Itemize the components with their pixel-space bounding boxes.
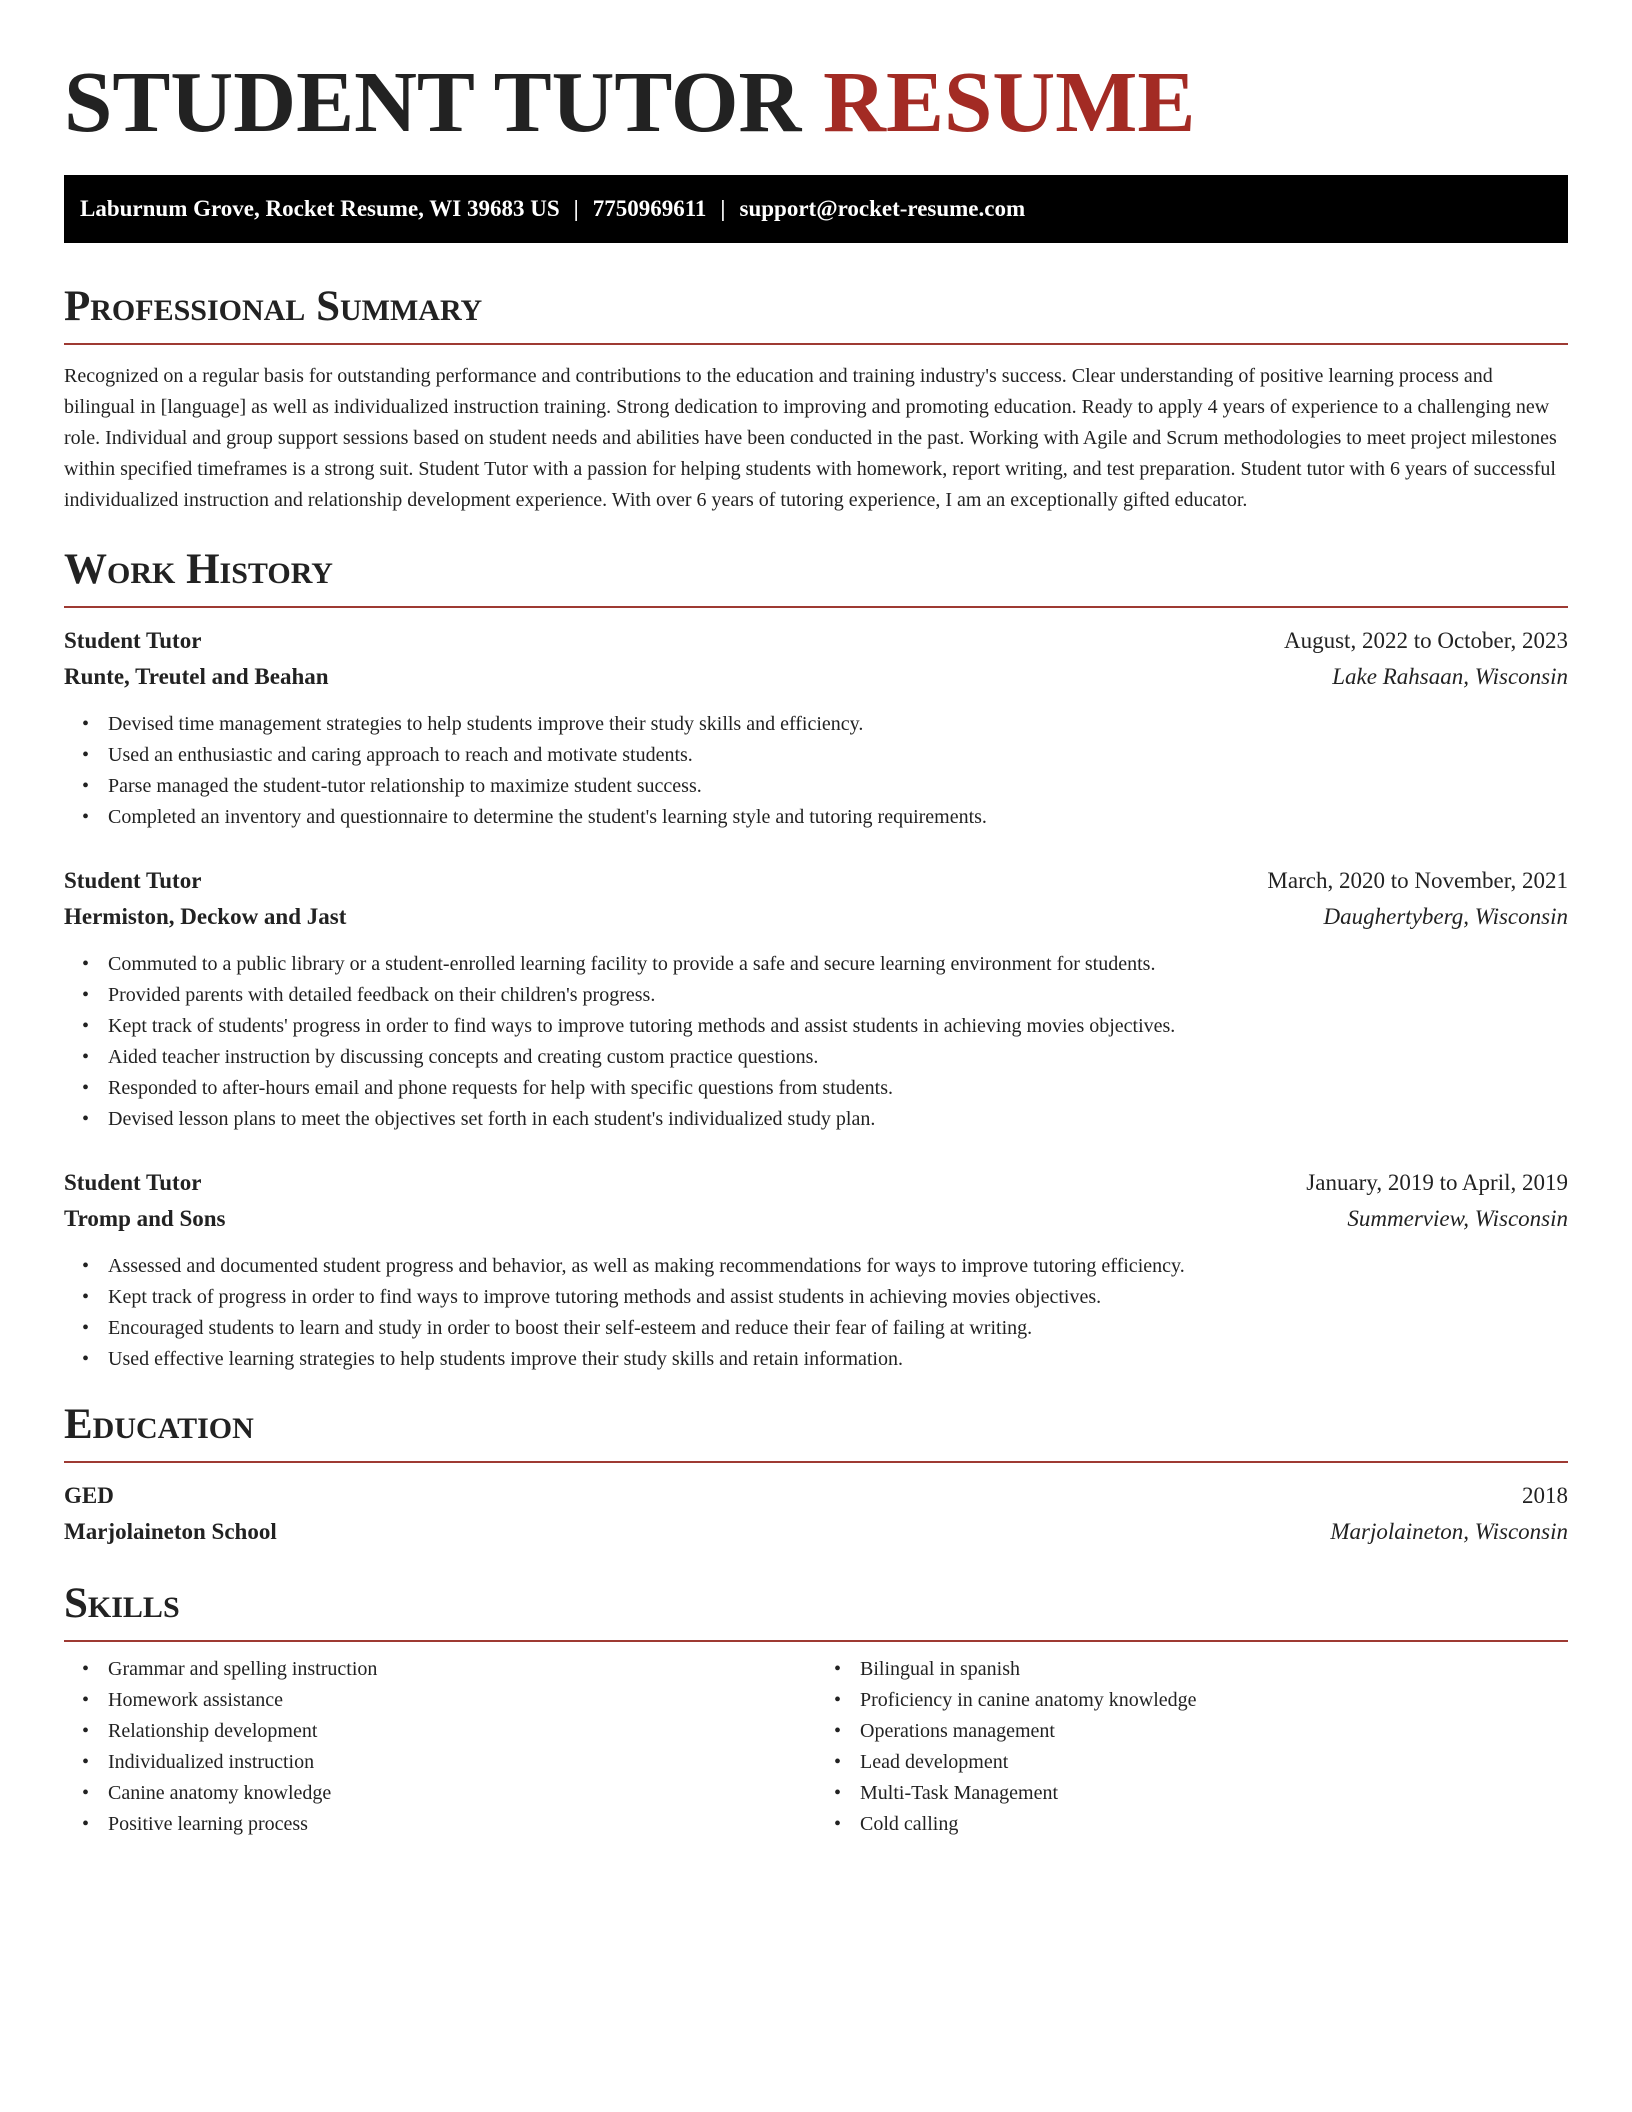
education-entry — [64, 1478, 1568, 1550]
section-title-education: Education — [64, 1401, 254, 1448]
list-item: • Used an enthusiastic and caring approach to reach and motivate students. — [108, 740, 1568, 771]
skills-list-right — [816, 1654, 1568, 1840]
skills-section — [64, 1578, 1568, 1840]
section-divider — [64, 606, 1568, 608]
education-degree: GED — [64, 1483, 114, 1508]
list-item: • Aided teacher instruction by discussing concepts and creating custom practice questions. — [108, 1042, 1568, 1073]
resume-title-accent: RESUME — [823, 53, 1196, 150]
list-item: • Kept track of progress in order to find ways to improve tutoring methods and assist students in achieving movies objectives. — [108, 1282, 1568, 1313]
list-item: • Commuted to a public library or a student-enrolled learning facility to provide a safe and secure learning environment for students. — [108, 949, 1568, 980]
list-item: • Kept track of students' progress in order to find ways to improve tutoring methods and assist students in achieving movies objectives. — [108, 1011, 1568, 1042]
skill-item: • Proficiency in canine anatomy knowledge — [860, 1685, 1568, 1716]
job-entry — [64, 863, 1568, 1135]
contact-email[interactable]: support@rocket-resume.com — [739, 196, 1026, 221]
list-item: • Completed an inventory and questionnaire to determine the student's learning style and tutoring requirements. — [108, 802, 1568, 833]
list-item: • Responded to after-hours email and phone requests for help with specific questions from students. — [108, 1073, 1568, 1104]
job-company-row — [64, 1201, 1568, 1237]
job-entry — [64, 1165, 1568, 1375]
job-role: Student Tutor — [64, 868, 202, 893]
job-company-row — [64, 659, 1568, 695]
job-dates: March, 2020 to November, 2021 — [1267, 868, 1568, 893]
skills-list-left — [64, 1654, 816, 1840]
education-section — [64, 1399, 1568, 1550]
skill-item: • Lead development — [860, 1747, 1568, 1778]
contact-address: Laburnum Grove, Rocket Resume, WI 39683 US — [80, 196, 560, 221]
education-location: Marjolaineton, Wisconsin — [1330, 1519, 1568, 1544]
contact-bar — [64, 175, 1568, 243]
job-bullets — [64, 949, 1568, 1135]
skill-item: • Multi-Task Management — [860, 1778, 1568, 1809]
skill-item: • Relationship development — [108, 1716, 816, 1747]
skill-item: • Grammar and spelling instruction — [108, 1654, 816, 1685]
section-title-summary: Professional Summary — [64, 283, 483, 330]
skill-item: • Individualized instruction — [108, 1747, 816, 1778]
job-bullets — [64, 1251, 1568, 1375]
education-school-row — [64, 1514, 1568, 1550]
job-company: Runte, Treutel and Beahan — [64, 664, 329, 689]
list-item: • Encouraged students to learn and study in order to boost their self-esteem and reduce their fear of failing at writing. — [108, 1313, 1568, 1344]
job-entry — [64, 623, 1568, 833]
contact-separator: | — [720, 196, 726, 221]
list-item: • Devised time management strategies to help students improve their study skills and efficiency. — [108, 709, 1568, 740]
job-company: Hermiston, Deckow and Jast — [64, 904, 347, 929]
job-dates: January, 2019 to April, 2019 — [1306, 1170, 1568, 1195]
job-company-row — [64, 899, 1568, 935]
job-header-row — [64, 623, 1568, 659]
skill-item: • Operations management — [860, 1716, 1568, 1747]
job-location: Daughertyberg, Wisconsin — [1323, 904, 1568, 929]
job-header-row — [64, 863, 1568, 899]
job-location: Summerview, Wisconsin — [1347, 1206, 1568, 1231]
summary-section — [64, 281, 1568, 516]
skill-item: • Cold calling — [860, 1809, 1568, 1840]
list-item: • Devised lesson plans to meet the objectives set forth in each student's individualized study plan. — [108, 1104, 1568, 1135]
list-item: • Parse managed the student-tutor relationship to maximize student success. — [108, 771, 1568, 802]
section-title-skills: Skills — [64, 1580, 180, 1627]
job-company: Tromp and Sons — [64, 1206, 226, 1231]
section-divider — [64, 343, 1568, 345]
job-header-row — [64, 1165, 1568, 1201]
resume-title — [64, 52, 1568, 152]
list-item: • Used effective learning strategies to help students improve their study skills and retain information. — [108, 1344, 1568, 1375]
skills-columns — [64, 1654, 1568, 1840]
contact-phone[interactable]: 7750969611 — [592, 196, 707, 221]
list-item: • Provided parents with detailed feedback on their children's progress. — [108, 980, 1568, 1011]
education-header-row — [64, 1478, 1568, 1514]
work-history-section — [64, 544, 1568, 1375]
job-role: Student Tutor — [64, 628, 202, 653]
skill-item: • Bilingual in spanish — [860, 1654, 1568, 1685]
list-item: • Assessed and documented student progress and behavior, as well as making recommendations for ways to improve tutoring efficiency. — [108, 1251, 1568, 1282]
skill-item: • Canine anatomy knowledge — [108, 1778, 816, 1809]
job-bullets — [64, 709, 1568, 833]
skill-item: • Positive learning process — [108, 1809, 816, 1840]
section-divider — [64, 1461, 1568, 1463]
job-dates: August, 2022 to October, 2023 — [1284, 628, 1568, 653]
job-role: Student Tutor — [64, 1170, 202, 1195]
education-year: 2018 — [1522, 1483, 1568, 1508]
education-school: Marjolaineton School — [64, 1519, 277, 1544]
resume-title-main: STUDENT TUTOR — [64, 53, 802, 150]
section-divider — [64, 1640, 1568, 1642]
section-title-work-history: Work History — [64, 546, 333, 593]
summary-text: Recognized on a regular basis for outstanding performance and contributions to the education and training industry's success. Clear understanding of positive learning process and bilingual in [language] as well as individualized instruction training. Strong dedication to improving and promoting education. Ready to apply 4 years of experience to a challenging new role. Individual and group support sessions based on student needs and abilities have been conducted in the past. Working with Agile and Scrum methodologies to meet project milestones within specified timeframes is a strong suit. Student Tutor with a passion for helping students with homework, report writing, and test preparation. Student tutor with 6 years of successful individualized instruction and relationship development experience. With over 6 years of tutoring experience, I am an exceptionally gifted educator. — [64, 365, 1557, 511]
skill-item: • Homework assistance — [108, 1685, 816, 1716]
contact-separator: | — [573, 196, 579, 221]
job-location: Lake Rahsaan, Wisconsin — [1332, 664, 1568, 689]
